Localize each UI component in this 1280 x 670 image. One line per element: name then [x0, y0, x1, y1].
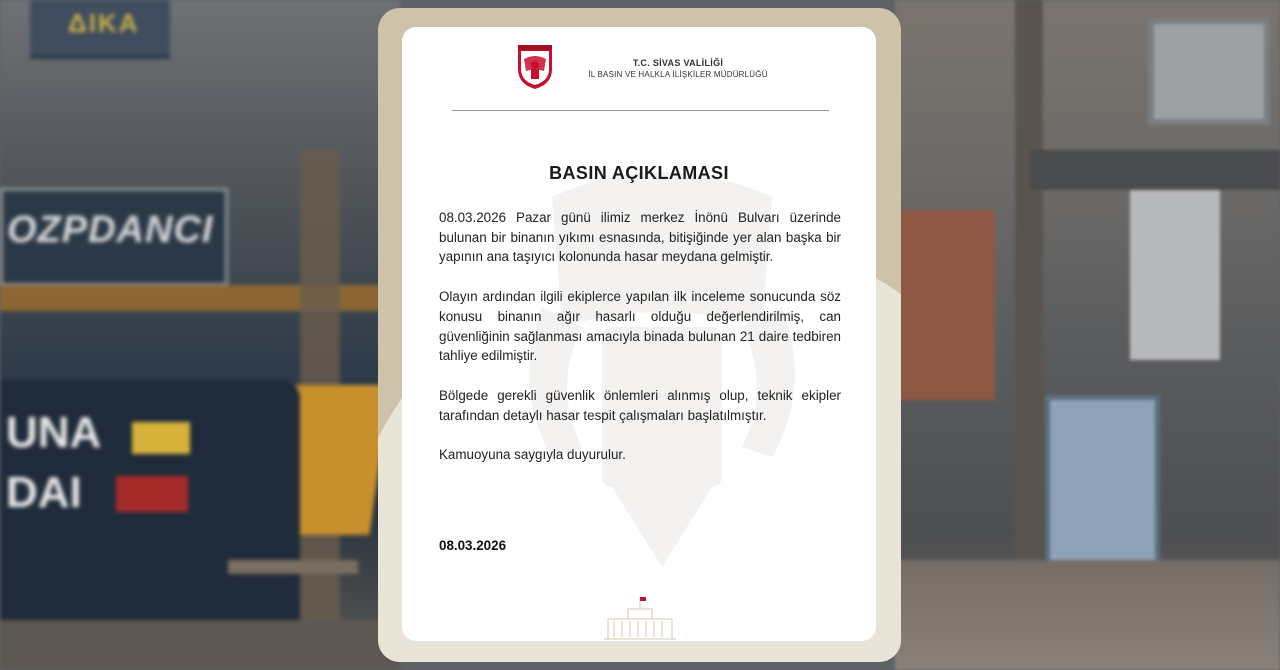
document-body: [439, 208, 841, 485]
background-truck-yellow-plate: [132, 422, 190, 454]
document-header: [402, 27, 876, 107]
header-divider: [452, 110, 829, 111]
document-date: 08.03.2026: [439, 538, 507, 553]
organization-line-2: İL BASIN VE HALKLA İLİŞKİLER MÜDÜRLÜĞÜ: [588, 70, 768, 79]
background-truck-text-2: DAI: [6, 468, 82, 517]
document-title: BASIN AÇIKLAMASI: [549, 163, 729, 183]
background-truck: [0, 380, 300, 620]
background-right-scene: [895, 0, 1280, 670]
background-panel: [1130, 190, 1220, 360]
paragraph: Olayın ardından ilgili ekiplerce yapılan ilk inceleme sonucunda söz konusu binanın ağır hasarlı olduğu değerlendirilmiş, can güvenliğinin sağlanması amacıyla binada bulunan 21 daire tedbiren tahliye edilmiştir.: [439, 289, 841, 364]
sivas-governorship-seal-icon: [515, 41, 555, 91]
press-release-document: [402, 27, 876, 641]
paragraph: Kamuoyuna saygıyla duyurulur.: [439, 447, 626, 463]
background-railing: [228, 560, 358, 574]
paragraph: 08.03.2026 Pazar günü ilimiz merkez İnönü Bulvarı üzerinde bulunan bir binanın yıkımı esnasında, bitişiğinde yer alan başka bir yapının ana taşıyıcı kolonunda hasar meydana gelmiştir.: [439, 210, 841, 265]
press-release-card: [378, 8, 901, 662]
background-shop-sign-text: OZPDANCI: [7, 209, 214, 251]
background-truck-red-logo: [116, 476, 188, 512]
background-red-wall: [895, 210, 995, 400]
background-window: [1148, 18, 1270, 125]
background-truck-text-1: UNA: [6, 408, 102, 457]
government-building-icon: [604, 595, 676, 641]
background-left-scene: [0, 0, 400, 670]
paragraph: Bölgede gerekli güvenlik önlemleri alınmış olup, teknik ekipler tarafından detaylı hasar tespit çalışmaları başlatılmıştır.: [439, 387, 841, 423]
background-balcony: [1030, 150, 1280, 190]
background-rubble: [895, 560, 1280, 670]
background-top-sign: ΔΙΚΑ: [30, 0, 170, 59]
background-ground: [0, 620, 400, 670]
organization-name: [563, 58, 793, 80]
organization-line-1: T.C. SİVAS VALİLİĞİ: [632, 58, 724, 68]
background-shop-sign: [0, 188, 228, 286]
